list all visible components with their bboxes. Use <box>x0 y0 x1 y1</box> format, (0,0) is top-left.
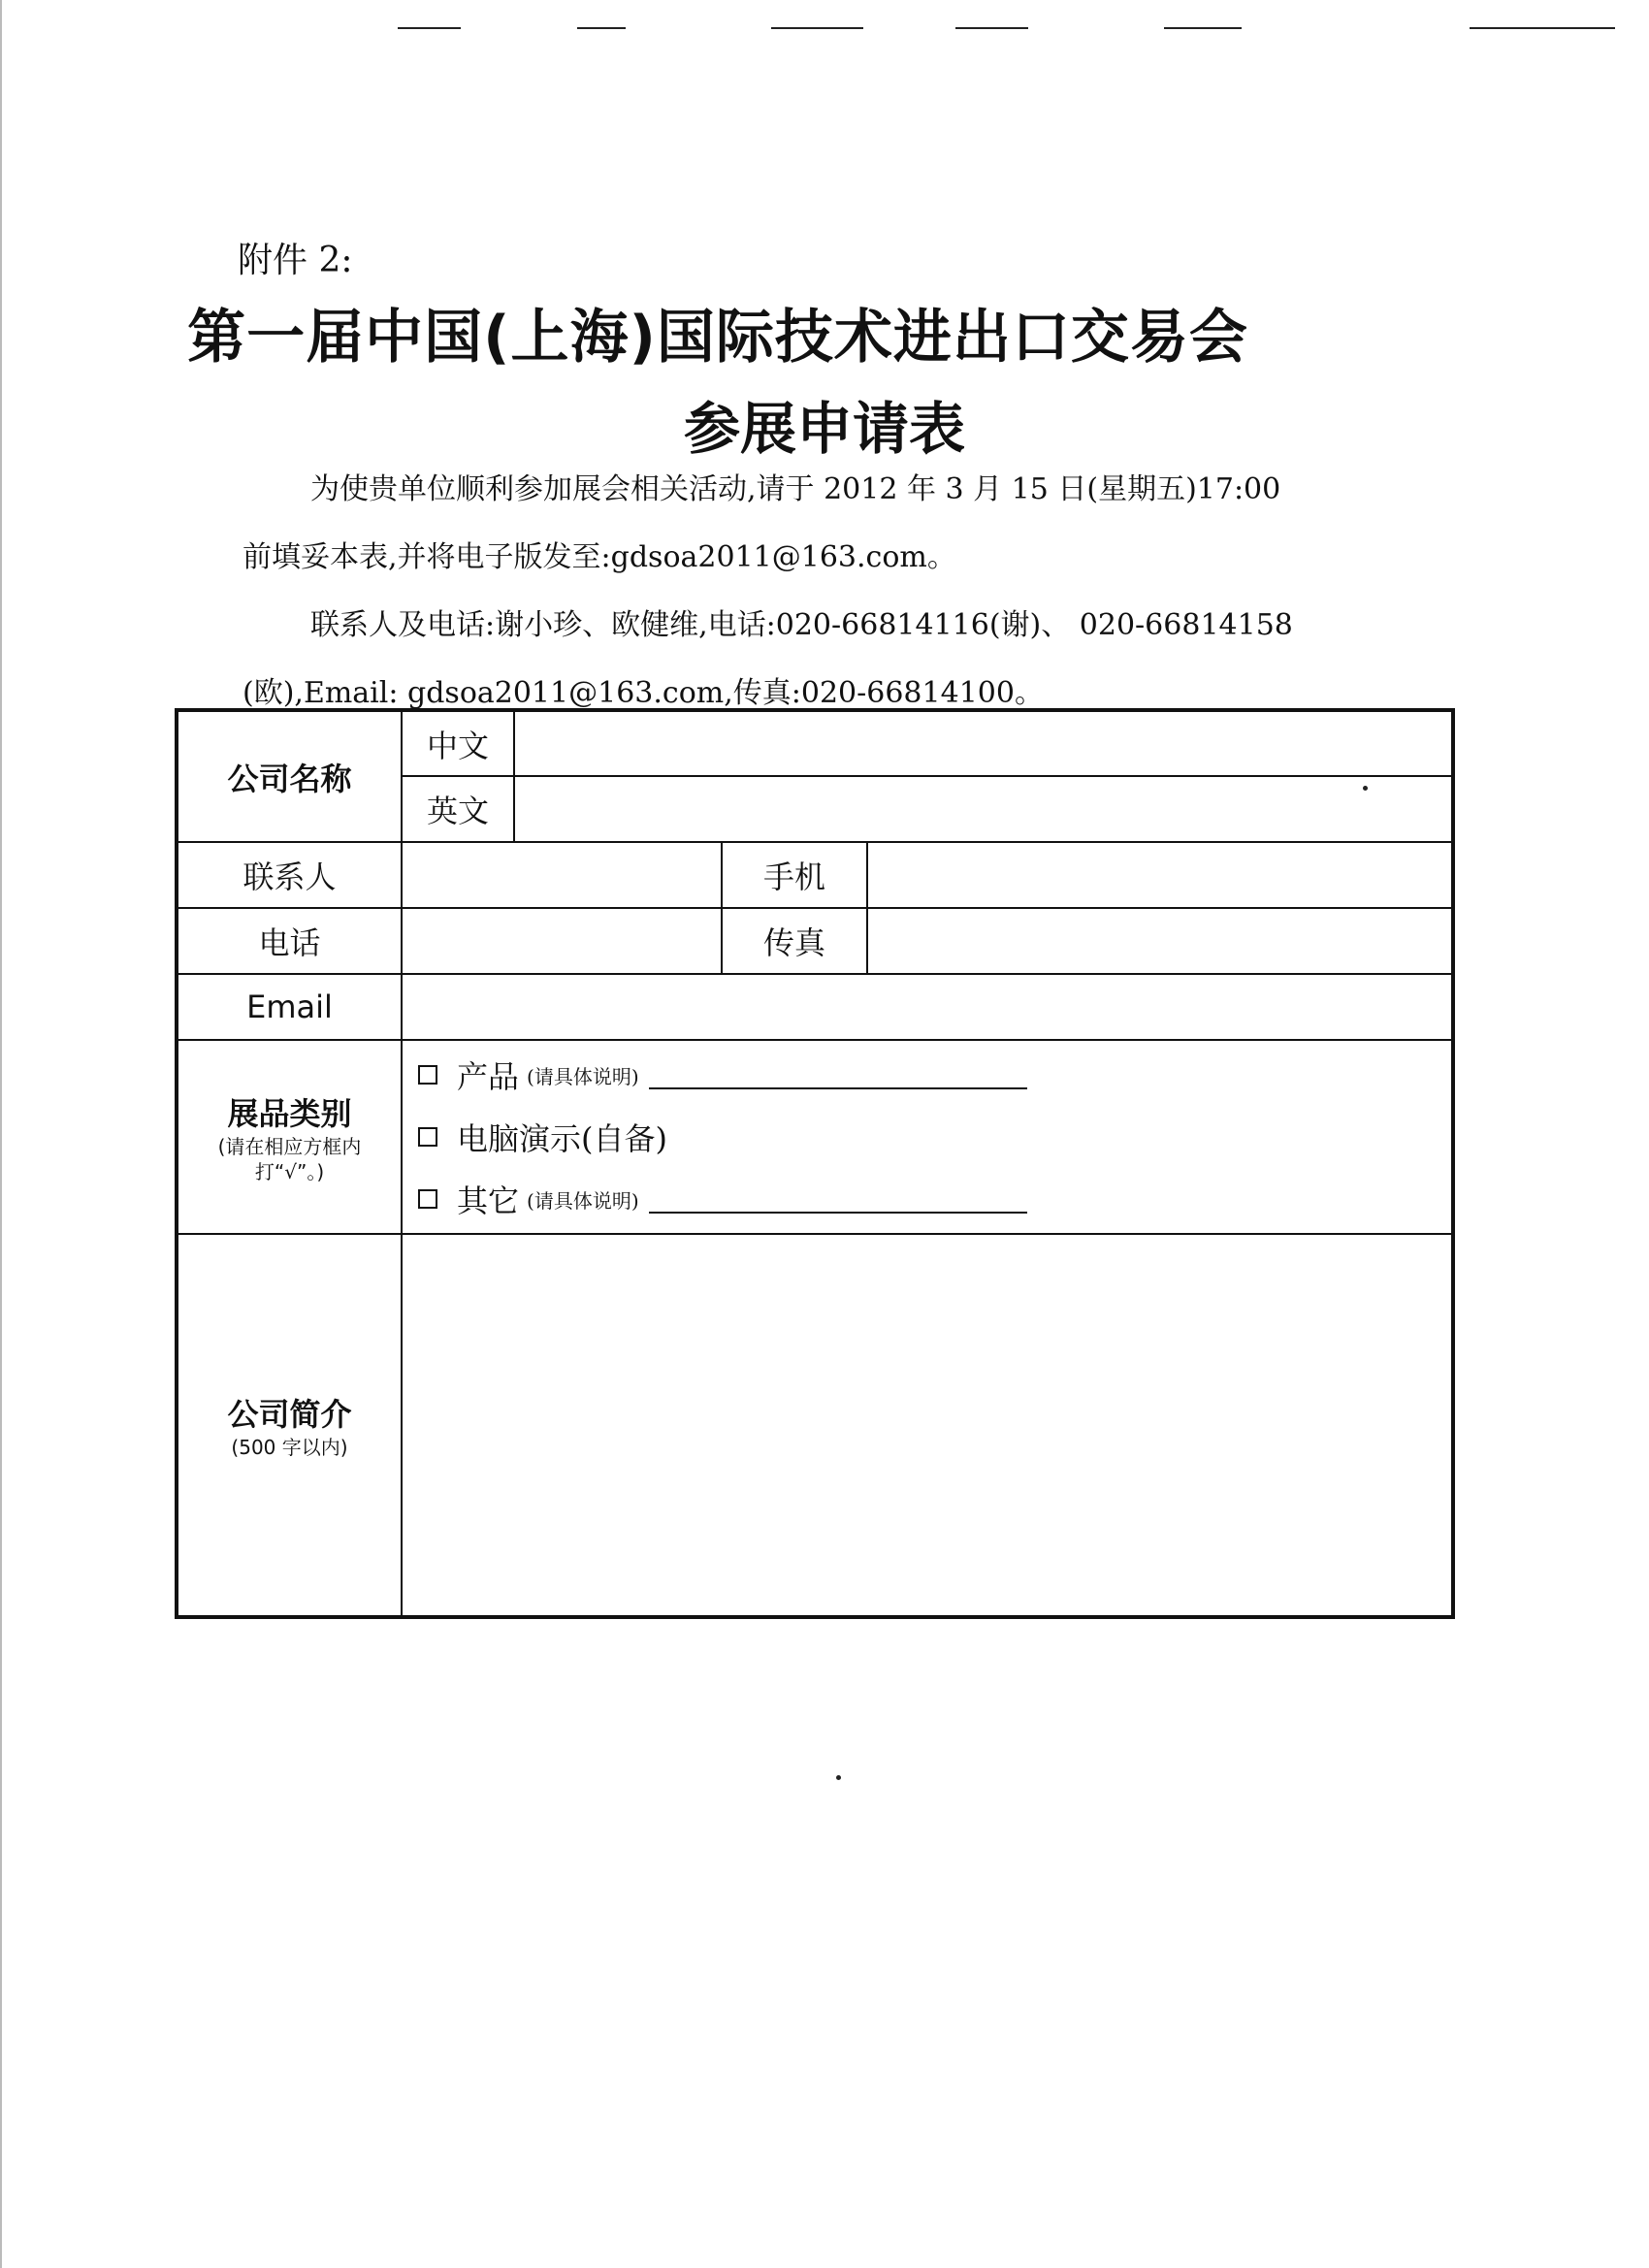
option-product-hint: (请具体说明) <box>527 1064 639 1088</box>
email-field[interactable] <box>402 974 1453 1040</box>
intro-line: 联系人及电话:谢小珍、欧健维,电话:020-66814116(谢)、 020-66814158 <box>310 608 1293 642</box>
contact-label: 联系人 <box>177 842 402 908</box>
scan-line <box>771 27 863 29</box>
intro-text <box>242 456 1377 728</box>
scan-dot <box>836 1775 841 1780</box>
page-subtitle: 参展申请表 <box>683 396 965 462</box>
company-name-label: 公司名称 <box>177 710 402 842</box>
phone-field[interactable] <box>402 908 722 974</box>
chinese-label: 中文 <box>402 710 514 776</box>
scan-line <box>1470 27 1615 29</box>
profile-field[interactable] <box>402 1234 1453 1617</box>
product-detail-field[interactable] <box>649 1060 1027 1089</box>
option-other-hint: (请具体说明) <box>527 1188 639 1213</box>
mobile-field[interactable] <box>867 842 1453 908</box>
scan-line <box>398 27 461 29</box>
attachment-label: 附件 2: <box>238 241 353 280</box>
option-demo-label: 电脑演示(自备) <box>457 1120 667 1157</box>
phone-label: 电话 <box>177 908 402 974</box>
demo-checkbox[interactable] <box>418 1127 437 1147</box>
contact-field[interactable] <box>402 842 722 908</box>
page-title: 第一届中国(上海)国际技术进出口交易会 <box>187 304 1248 372</box>
category-hint: (请在相应方框内打“√”。) <box>217 1135 362 1183</box>
company-name-chinese-field[interactable] <box>514 710 1453 776</box>
fax-label: 传真 <box>722 908 867 974</box>
scan-line <box>1164 27 1242 29</box>
product-checkbox[interactable] <box>418 1065 437 1085</box>
intro-line: (欧),Email: gdsoa2011@163.com,传真:020-66814100。 <box>242 676 1044 710</box>
intro-line: 为使贵单位顺利参加展会相关活动,请于 2012 年 3 月 15 日(星期五)17:00 <box>310 472 1281 506</box>
scan-line <box>577 27 626 29</box>
intro-line: 前填妥本表,并将电子版发至:gdsoa2011@163.com。 <box>242 540 956 574</box>
company-name-english-field[interactable] <box>514 776 1453 842</box>
option-other-label: 其它 <box>457 1183 520 1219</box>
option-product-label: 产品 <box>457 1058 520 1095</box>
category-cell <box>177 1040 402 1234</box>
fax-field[interactable] <box>867 908 1453 974</box>
mobile-label: 手机 <box>722 842 867 908</box>
profile-cell <box>177 1234 402 1617</box>
email-label: Email <box>177 974 402 1040</box>
other-checkbox[interactable] <box>418 1189 437 1209</box>
profile-label: 公司简介 <box>227 1396 352 1433</box>
english-label: 英文 <box>402 776 514 842</box>
option-other <box>418 1168 1441 1230</box>
other-detail-field[interactable] <box>649 1184 1027 1214</box>
application-form <box>175 708 1455 1619</box>
category-options <box>402 1040 1453 1234</box>
scan-line <box>955 27 1028 29</box>
option-demo <box>418 1106 1441 1168</box>
category-label: 展品类别 <box>227 1095 352 1132</box>
option-product <box>418 1044 1441 1106</box>
profile-hint: (500 字以内) <box>231 1436 348 1459</box>
